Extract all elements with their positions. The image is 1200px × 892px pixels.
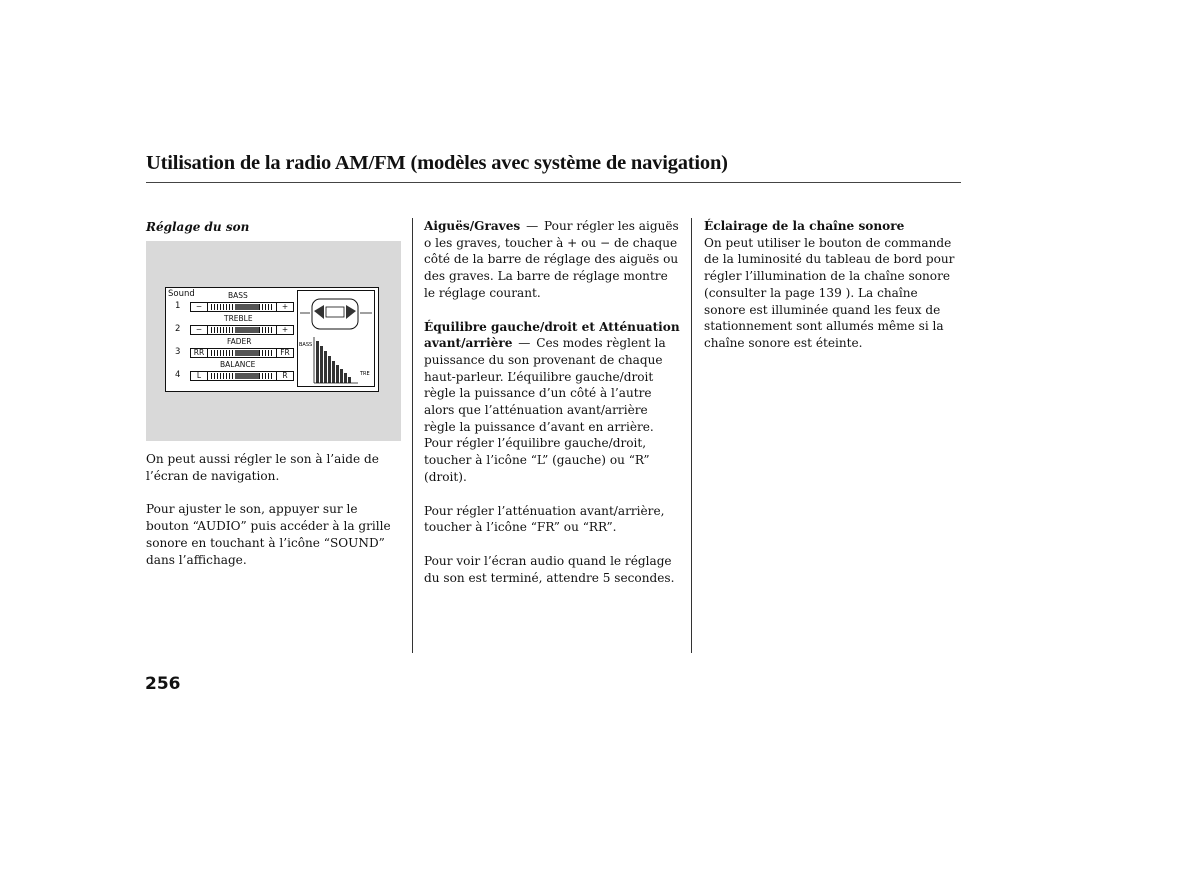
paragraph-balance-fader xyxy=(424,319,680,486)
row-number-3: 3 xyxy=(175,347,181,357)
fader-scale xyxy=(211,350,273,356)
fader-adjust-bar[interactable] xyxy=(190,348,294,358)
lighting-term: Éclairage de la chaîne sonore xyxy=(704,219,905,233)
paragraph-treble-bass xyxy=(424,218,680,302)
page-title: Utilisation de la radio AM/FM (modèles avec système de navigation) xyxy=(146,152,728,174)
balance-left-button[interactable]: L xyxy=(191,372,208,380)
treble-plus-button[interactable]: + xyxy=(276,326,293,334)
screen-title: Sound xyxy=(168,289,195,299)
fader-label: FADER xyxy=(227,337,252,346)
treble-label: TREBLE xyxy=(224,314,253,323)
subsection-title: Réglage du son xyxy=(146,220,250,234)
treble-bass-text: Pour régler les aiguës o les graves, toucher à + ou − de chaque côté de la barre de réglage des aiguës ou des graves. La barre de réglage montre le réglage courant. xyxy=(424,219,679,300)
bass-tag: BASS xyxy=(299,342,313,348)
sound-screen xyxy=(165,287,379,392)
paragraph-navigation-screen: On peut aussi régler le son à l’aide de l’écran de navigation. xyxy=(146,452,379,483)
em-dash: — xyxy=(526,219,539,233)
treble-scale xyxy=(211,327,273,333)
row-number-1: 1 xyxy=(175,301,181,311)
sound-screen-figure xyxy=(146,241,401,441)
paragraph-timeout: Pour voir l’écran audio quand le réglage du son est terminé, attendre 5 secondes. xyxy=(424,553,675,585)
em-dash: — xyxy=(518,336,531,351)
left-column xyxy=(146,218,401,236)
page-number: 256 xyxy=(145,674,181,694)
column-divider-left xyxy=(412,218,413,653)
speaker-visualizer xyxy=(297,290,375,387)
lighting-text: On peut utiliser le bouton de commande de la luminosité du tableau de bord pour régler l’illumination de la chaîne sonore (consulter la page 139 ). La chaîne sonore est illuminée quand les feux de stationnement sont allumés même si la chaîne sonore est éteinte. xyxy=(704,235,955,350)
paragraph-audio-button: Pour ajuster le son, appuyer sur le bouton “AUDIO” puis accéder à la grille sonore en touchant à l’icône “SOUND” dans l’affichage. xyxy=(146,502,391,567)
bass-scale xyxy=(211,304,273,310)
left-column-text xyxy=(146,451,401,585)
eq-step-bars xyxy=(316,341,351,383)
treble-tag: TRE xyxy=(360,371,370,377)
fader-front-button[interactable]: FR xyxy=(276,349,293,357)
bass-plus-button[interactable]: + xyxy=(276,303,293,311)
balance-text: Ces modes règlent la puissance du son provenant de chaque haut-parleur. L’équilibre gauche/droit règle la puissance d’un côté à l’autre alors que l’atténuation avant/arrière règle la puissance d’avant en arrière. Pour régler l’équilibre gauche/droit, toucher à l’icône “L” (gauche) ou “R” (droit). xyxy=(424,336,666,484)
title-rule xyxy=(146,182,961,183)
balance-term: Équilibre gauche/droit et Atténuation avant/arrière xyxy=(424,319,680,351)
treble-adjust-bar[interactable] xyxy=(190,325,294,335)
treble-minus-button[interactable]: − xyxy=(191,326,208,334)
balance-adjust-bar[interactable] xyxy=(190,371,294,381)
middle-column xyxy=(424,218,680,603)
fader-rear-button[interactable]: RR xyxy=(191,349,208,357)
bass-label: BASS xyxy=(228,291,248,300)
right-column xyxy=(704,218,960,369)
paragraph-fader: Pour régler l’atténuation avant/arrière, toucher à l’icône “FR” ou “RR”. xyxy=(424,503,665,535)
speaker-diagram xyxy=(298,291,374,386)
paragraph-lighting xyxy=(704,218,960,352)
balance-scale xyxy=(211,373,273,379)
bass-minus-button[interactable]: − xyxy=(191,303,208,311)
row-number-2: 2 xyxy=(175,324,181,334)
balance-label: BALANCE xyxy=(220,360,256,369)
treble-bass-term: Aiguës/Graves xyxy=(424,219,521,233)
column-divider-right xyxy=(691,218,692,653)
balance-right-button[interactable]: R xyxy=(276,372,293,380)
bass-adjust-bar[interactable] xyxy=(190,302,294,312)
row-number-4: 4 xyxy=(175,370,181,380)
